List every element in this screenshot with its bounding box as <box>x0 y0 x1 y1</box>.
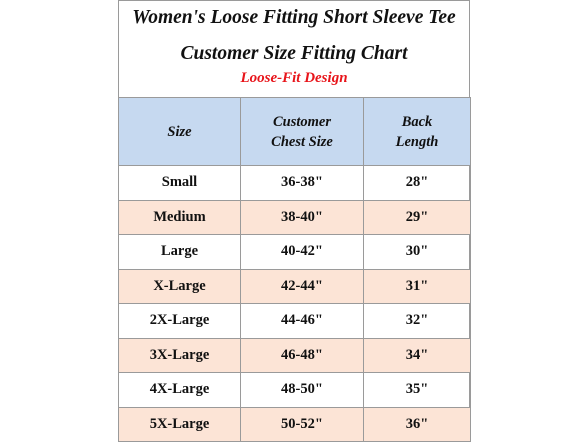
cell-back: 28" <box>364 166 471 201</box>
cell-chest: 50-52" <box>241 407 364 442</box>
cell-size: Large <box>119 235 241 270</box>
cell-back: 31" <box>364 269 471 304</box>
table-row <box>119 166 471 201</box>
cell-chest: 44-46" <box>241 304 364 339</box>
table-row <box>119 200 471 235</box>
cell-back: 35" <box>364 373 471 408</box>
cell-size: Small <box>119 166 241 201</box>
table-row <box>119 269 471 304</box>
cell-back: 29" <box>364 200 471 235</box>
header-size: Size <box>119 98 241 166</box>
table-row <box>119 338 471 373</box>
table-row <box>119 304 471 339</box>
table-header-row <box>119 98 471 166</box>
size-chart <box>118 0 470 441</box>
cell-chest: 42-44" <box>241 269 364 304</box>
cell-size: 5X-Large <box>119 407 241 442</box>
size-table <box>118 97 471 442</box>
table-row <box>119 373 471 408</box>
cell-chest: 46-48" <box>241 338 364 373</box>
cell-back: 30" <box>364 235 471 270</box>
cell-size: 3X-Large <box>119 338 241 373</box>
cell-chest: 48-50" <box>241 373 364 408</box>
cell-back: 34" <box>364 338 471 373</box>
chart-subtitle-heading: Customer Size Fitting Chart <box>180 43 408 64</box>
cell-back: 32" <box>364 304 471 339</box>
title-block <box>119 1 469 97</box>
table-row <box>119 235 471 270</box>
design-label: Loose-Fit Design <box>240 70 348 86</box>
table-row <box>119 407 471 442</box>
cell-size: 2X-Large <box>119 304 241 339</box>
cell-size: 4X-Large <box>119 373 241 408</box>
cell-chest: 40-42" <box>241 235 364 270</box>
cell-back: 36" <box>364 407 471 442</box>
cell-size: X-Large <box>119 269 241 304</box>
chart-title: Women's Loose Fitting Short Sleeve Tee <box>132 7 456 28</box>
cell-chest: 36-38" <box>241 166 364 201</box>
cell-chest: 38-40" <box>241 200 364 235</box>
header-back-length: Back Length <box>364 98 471 166</box>
cell-size: Medium <box>119 200 241 235</box>
header-chest-size: Customer Chest Size <box>241 98 364 166</box>
